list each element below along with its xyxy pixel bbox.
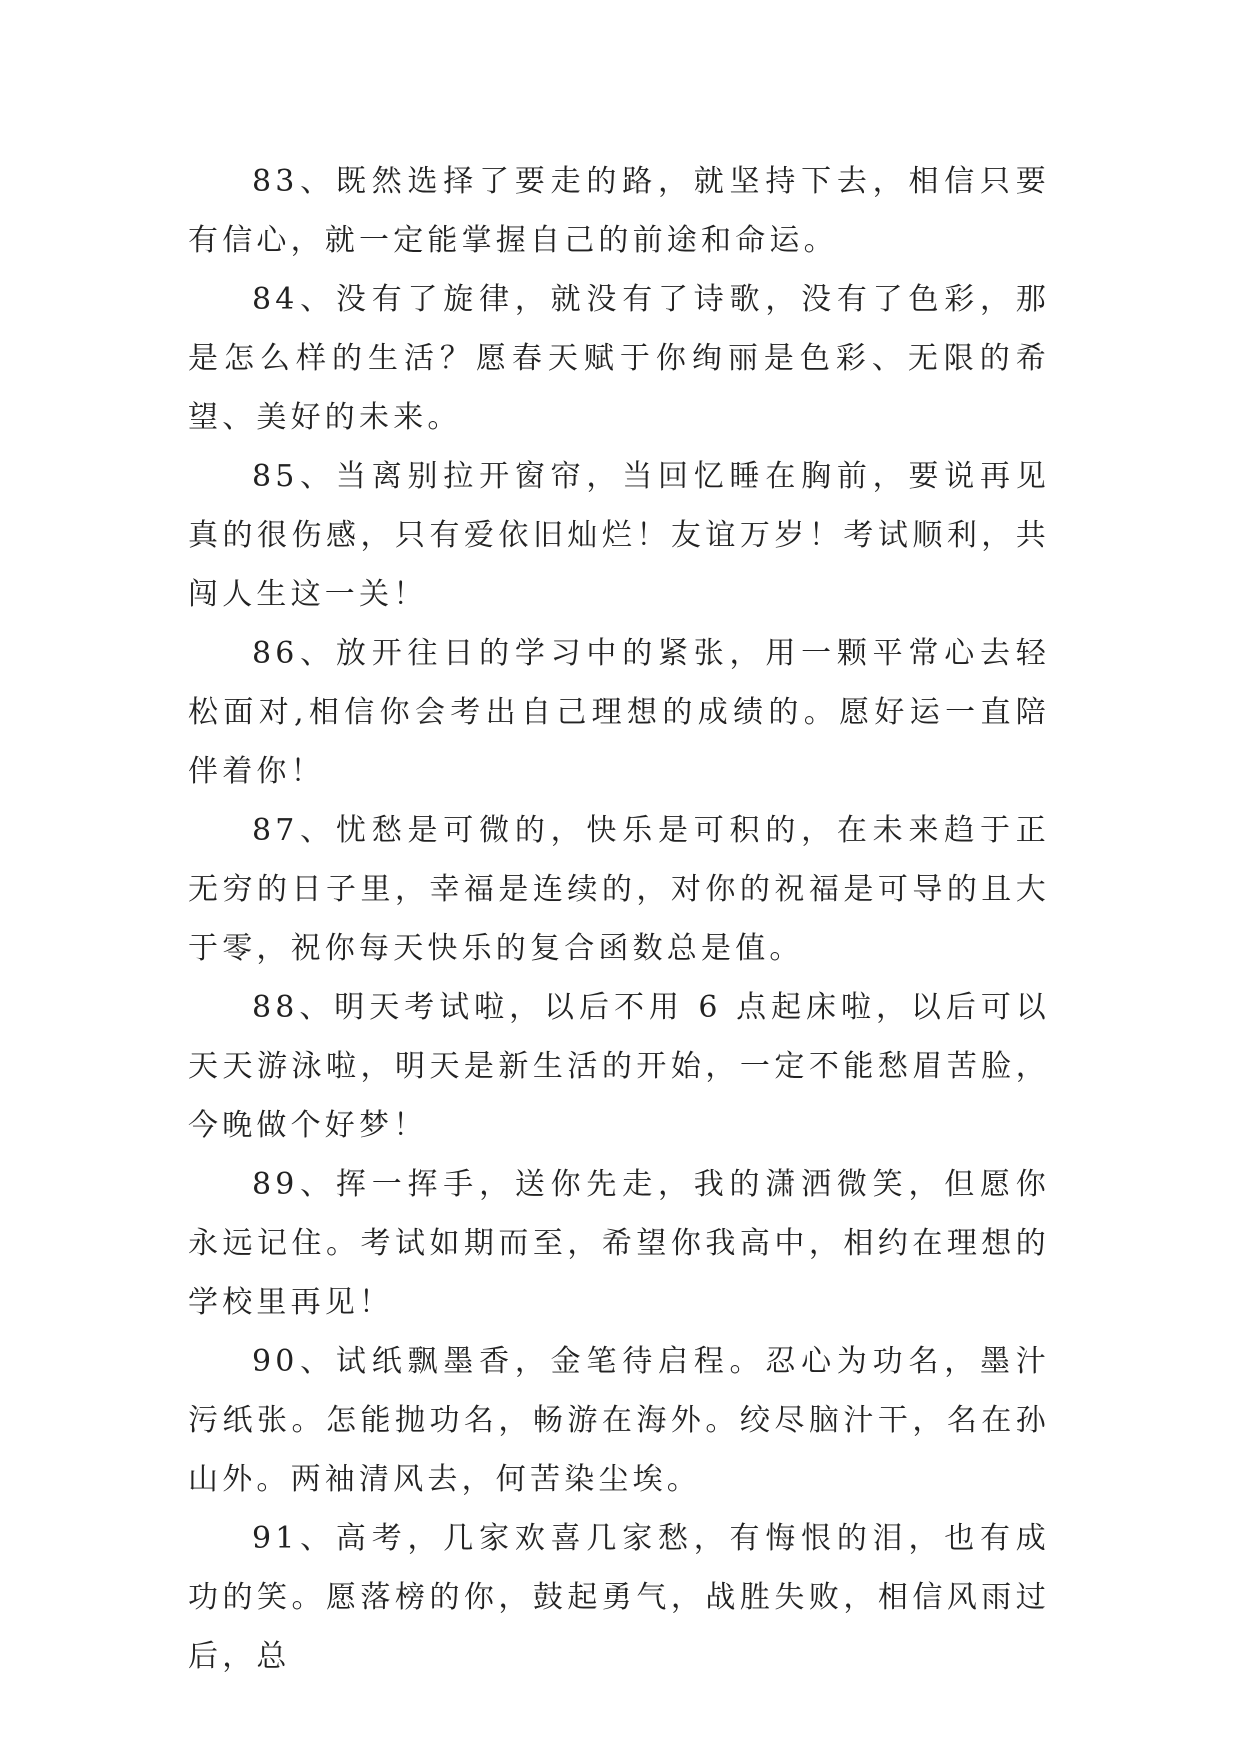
paragraph-90: 90、试纸飘墨香，金笔待启程。忍心为功名，墨汁污纸张。怎能抛功名，畅游在海外。绞尽脑汁干，名在孙山外。两袖清风去，何苦染尘埃。 — [188, 1344, 1050, 1497]
paragraph-89: 89、挥一挥手，送你先走，我的潇洒微笑，但愿你永远记住。考试如期而至，希望你我高中，相约在理想的学校里再见！ — [188, 1167, 1050, 1320]
paragraph-84: 84、没有了旋律，就没有了诗歌，没有了色彩，那是怎么样的生活？愿春天赋于你绚丽是色彩、无限的希望、美好的未来。 — [188, 282, 1050, 435]
document-body — [188, 152, 1050, 1686]
paragraph-91: 91、高考，几家欢喜几家愁，有悔恨的泪，也有成功的笑。愿落榜的你，鼓起勇气，战胜失败，相信风雨过后，总 — [188, 1521, 1050, 1674]
paragraph-86: 86、放开往日的学习中的紧张，用一颗平常心去轻松面对,相信你会考出自己理想的成绩的。愿好运一直陪伴着你！ — [188, 636, 1050, 789]
paragraph-87: 87、忧愁是可微的，快乐是可积的，在未来趋于正无穷的日子里，幸福是连续的，对你的祝福是可导的且大于零，祝你每天快乐的复合函数总是值。 — [188, 813, 1050, 966]
paragraph-83: 83、既然选择了要走的路，就坚持下去，相信只要有信心，就一定能掌握自己的前途和命运。 — [188, 164, 1050, 258]
paragraph-85: 85、当离别拉开窗帘，当回忆睡在胸前，要说再见真的很伤感，只有爱依旧灿烂！友谊万岁！考试顺利，共闯人生这一关！ — [188, 459, 1050, 612]
paragraph-88: 88、明天考试啦，以后不用 6 点起床啦，以后可以天天游泳啦，明天是新生活的开始，一定不能愁眉苦脸，今晚做个好梦！ — [188, 990, 1050, 1143]
